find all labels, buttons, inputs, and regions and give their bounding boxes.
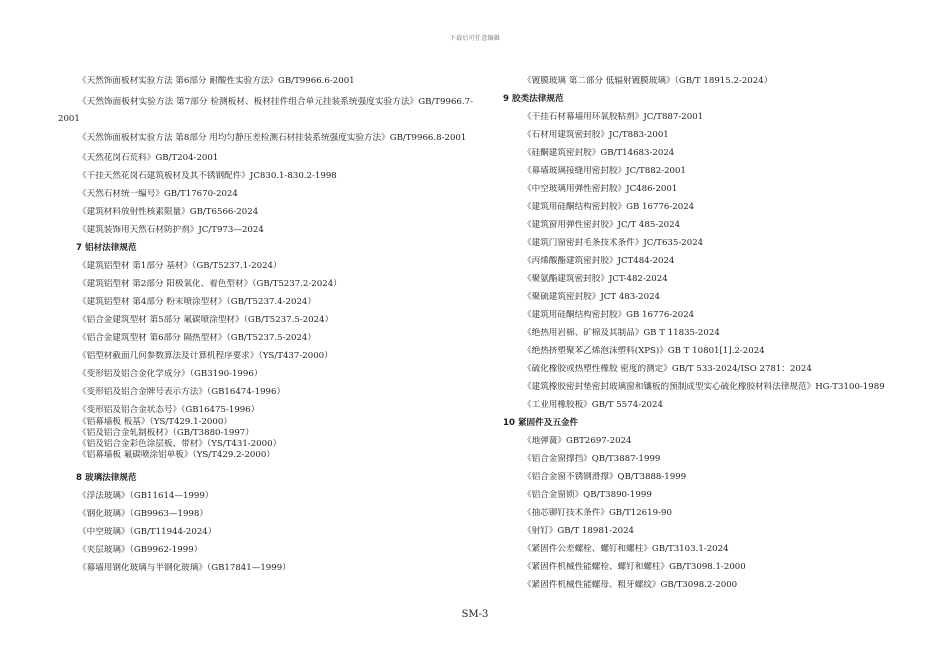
- list-item: 《建筑装饰用天然石材防护剂》JC/T973—2024: [78, 225, 264, 235]
- list-item: 《变形铝及铝合金化学成分》（GB3190-1996）: [78, 369, 263, 379]
- list-item: 《铝幕墙板 氟碳喷涂铝单板》（YS/T429.2-2000）: [78, 450, 275, 460]
- list-item: 《天然饰面板材实验方法 第8部分 用均匀静压差检测石材挂装系统强度实验方法》GB/T9966.8-2001: [78, 133, 467, 143]
- list-item: 《地弹簧》GBT2697-2024: [523, 436, 632, 446]
- list-item: 《紧固件机械性能螺母、粗牙螺纹》GB/T3098.2-2000: [523, 580, 738, 590]
- list-item: 《镀膜玻璃 第二部分 低辐射镀膜玻璃》（GB/T 18915.2-2024）: [523, 76, 773, 86]
- list-item: 《铝合金窗锁》QB/T3890-1999: [523, 490, 652, 500]
- list-item: 《铝幕墙板 板基》（YS/T429.1-2000）: [78, 417, 232, 427]
- list-item: 《硫化橡胶或热塑性橡胶 密度的测定》GB/T 533-2024/ISO 2781：2024: [523, 364, 812, 374]
- list-item: 《绝热用岩棉、矿棉及其制品》GB T 11835-2024: [523, 328, 720, 338]
- section-heading: 9 胶类法律规范: [503, 94, 564, 104]
- list-item: 《干挂天然花岗石建筑板材及其不锈钢配件》JC830.1-830.2-1998: [78, 171, 337, 181]
- list-item: 《工业用橡胶板》GB/T 5574-2024: [523, 400, 663, 410]
- section-heading: 7 铝材法律规范: [76, 243, 137, 253]
- list-item: 《中空玻璃》（GB/T11944-2024）: [78, 527, 217, 537]
- list-item: 《铝合金建筑型材 第6部分 隔热型材》（GB/T5237.5-2024）: [78, 333, 316, 343]
- list-item: 《铝及铝合金轧制板材》（GB/T3880-1997）: [78, 428, 254, 438]
- list-item: 《铝及铝合金彩色涂层板、带材》（YS/T431-2000）: [78, 439, 282, 449]
- list-item: 《天然石材统一编号》GB/T17670-2024: [78, 189, 238, 199]
- list-item: 《紧固件机械性能螺栓、螺钉和螺柱》GB/T3098.1-2000: [523, 562, 746, 572]
- section-heading: 10 紧固件及五金件: [503, 418, 579, 428]
- list-item: 《铝合金建筑型材 第5部分 氟碳喷涂型材》（GB/T5237.5-2024）: [78, 315, 334, 325]
- list-item: 《建筑用硅酮结构密封胶》GB 16776-2024: [523, 310, 695, 320]
- list-item: 《夹层玻璃》（GB9962-1999）: [78, 545, 203, 555]
- section-heading: 8 玻璃法律规范: [76, 473, 137, 483]
- list-item: 《天然饰面板材实验方法 第6部分 耐酸性实验方法》GB/T9966.6-2001: [78, 76, 355, 86]
- list-item: 《紧固件公差螺栓、螺钉和螺柱》GB/T3103.1-2024: [523, 544, 729, 554]
- list-item: 《天然饰面板材实验方法 第7部分 检测板材、板材挂件组合单元挂装系统强度实验方法》GB/T9966.7-2001: [58, 97, 473, 124]
- list-item: 《射钉》GB/T 18981-2024: [523, 526, 635, 536]
- list-item: 《硅酮建筑密封胶》GB/T14683-2024: [523, 148, 675, 158]
- list-item: 《建筑铝型材 第2部分 阳极氧化、着色型材》（GB/T5237.2-2024）: [78, 279, 342, 289]
- list-item: 《建筑材料放射性核素限量》GB/T6566-2024: [78, 207, 259, 217]
- list-item: 《建筑窗用弹性密封胶》JC/T 485-2024: [523, 220, 681, 230]
- list-item: 《建筑门窗密封毛条技术条件》JC/T635-2024: [523, 238, 704, 248]
- list-item: 《浮法玻璃》（GB11614—1999）: [78, 491, 214, 501]
- list-item: 《聚硫建筑密封胶》JCT 483-2024: [523, 292, 661, 302]
- list-item: 《铝型材截面几何参数算法及计算机程序要求》（YS/T437-2000）: [78, 351, 333, 361]
- list-item: 《绝热挤塑聚苯乙烯泡沫塑料(XPS)》GB T 10801[1].2-2024: [523, 346, 765, 356]
- list-item: 《聚氨酯建筑密封胶》JCT-482-2024: [523, 274, 668, 284]
- page-number: SM-3: [461, 609, 489, 620]
- list-item: 《变形铝及铝合金状态号》（GB16475-1996）: [78, 405, 260, 415]
- list-item: 《建筑用硅酮结构密封胶》GB 16776-2024: [523, 202, 695, 212]
- list-item: 《天然花岗石荒料》GB/T204-2001: [78, 153, 219, 163]
- list-item: 《铝合金窗撑挡》QB/T3887-1999: [523, 454, 661, 464]
- list-item: 《建筑铝型材 第1部分 基材》（GB/T5237.1-2024）: [78, 261, 282, 271]
- left-column: [58, 76, 473, 581]
- list-item: 《中空玻璃用弹性密封胶》JC486-2001: [523, 184, 678, 194]
- list-item: 《建筑橡胶密封垫密封玻璃窗和镶板的预制成型实心硫化橡胶材料法律规范》HG-T3100-1989: [523, 382, 885, 392]
- list-item: 《钢化玻璃》（GB9963—1998）: [78, 509, 208, 519]
- list-item: 《铝合金窗不锈钢滑撑》QB/T3888-1999: [523, 472, 687, 482]
- list-item: 《建筑铝型材 第4部分 粉末喷涂型材》（GB/T5237.4-2024）: [78, 297, 316, 307]
- list-item: 《丙烯酸酯建筑密封胶》JCT484-2024: [523, 256, 675, 266]
- list-item: 《抽芯铆钉技术条件》GB/T12619-90: [523, 508, 672, 518]
- list-item: 《幕墙用钢化玻璃与半钢化玻璃》（GB17841—1999）: [78, 563, 291, 573]
- list-item: 《石材用建筑密封胶》JC/T883-2001: [523, 130, 669, 140]
- list-item: 《变形铝及铝合金牌号表示方法》（GB16474-1996）: [78, 387, 286, 397]
- right-column: [503, 76, 903, 598]
- list-item: 《干挂石材幕墙用环氧胶粘剂》JC/T887-2001: [523, 112, 704, 122]
- list-item: 《幕墙玻璃接缝用密封胶》JC/T882-2001: [523, 166, 686, 176]
- page-header: 下载后可任意编辑: [449, 35, 501, 42]
